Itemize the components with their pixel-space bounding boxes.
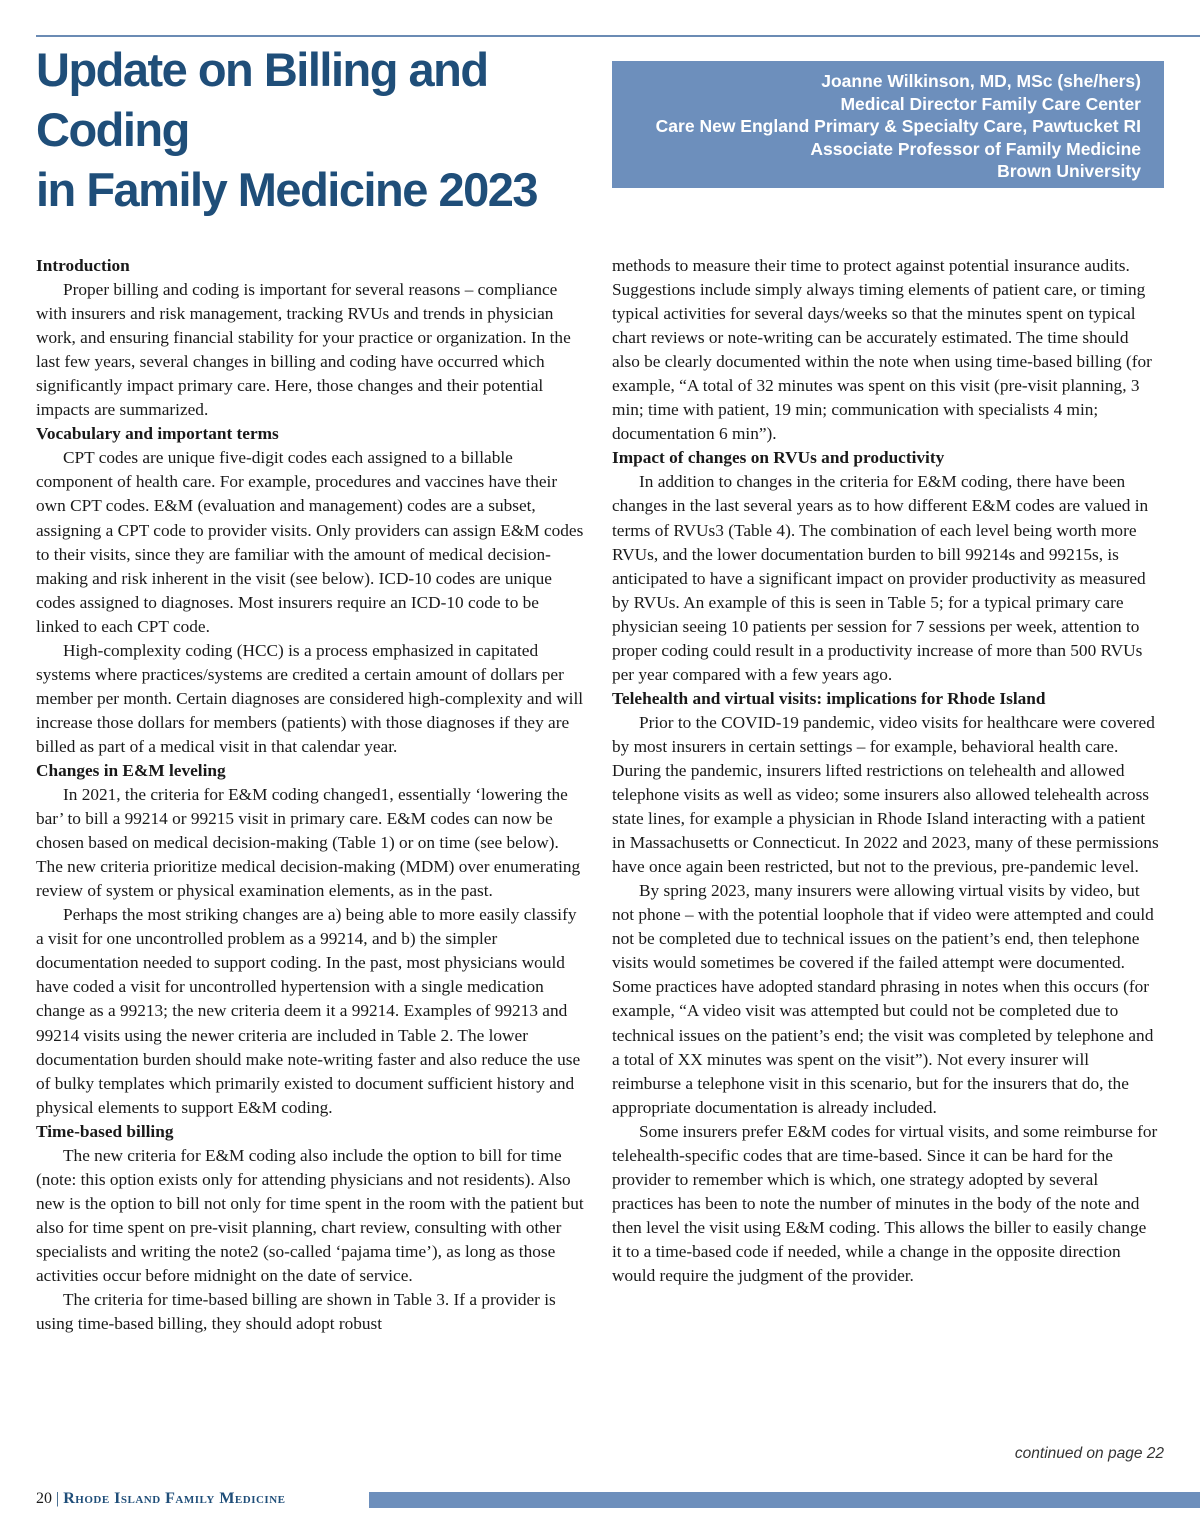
paragraph-telehealth-2023: By spring 2023, many insurers were allowing virtual visits by video, but not phone – with the potential loophole that if video were attempted and could not be completed due to technical issues on the patient’s end, then telephone visits would sometimes be covered if the failed attempt were documented. Some practices have adopted standard phrasing in notes when this occurs (for example, “A video visit was attempted but could not be completed due to technical issues on the patient’s end; the visit was completed by telephone and a total of XX minutes was spent on the visit”). Not every insurer will reimburse a telephone visit in this scenario, but for the insurers that do, the appropriate documentation is already included. bbox=[612, 881, 1154, 1117]
heading-telehealth: Telehealth and virtual visits: implications for Rhode Island bbox=[612, 688, 1046, 708]
author-name: Joanne Wilkinson, MD, MSc (she/hers) bbox=[821, 71, 1141, 91]
title-line-1: Update on Billing and Coding bbox=[36, 43, 488, 156]
footer-bar bbox=[369, 1492, 1200, 1508]
heading-em-leveling: Changes in E&M leveling bbox=[36, 760, 226, 780]
author-box bbox=[612, 61, 1164, 188]
publication-name: Rhode Island Family Medicine bbox=[63, 1490, 286, 1507]
heading-time-based-billing: Time-based billing bbox=[36, 1121, 174, 1141]
article-title bbox=[36, 40, 606, 220]
footer-separator: | bbox=[56, 1490, 60, 1507]
paragraph-time-criteria: The criteria for time-based billing are shown in Table 3. If a provider is using time-based billing, they should adopt robust bbox=[36, 1290, 556, 1334]
paragraph-introduction: Proper billing and coding is important for several reasons – compliance with insurers and risk management, tracking RVUs and trends in physician work, and ensuring financial stability for your practice or organization. In the last few years, several changes in billing and coding have occurred which significantly impact primary care. Here, those changes and their potential impacts are summarized. bbox=[36, 280, 571, 420]
paragraph-hcc: High-complexity coding (HCC) is a process emphasized in capitated systems where practices/systems are credited a certain amount of dollars per member per month. Certain diagnoses are considered high-complexity and will increase those dollars for members (patients) with those diagnoses if they are billed as part of a medical visit in that calendar year. bbox=[36, 640, 584, 756]
heading-vocabulary: Vocabulary and important terms bbox=[36, 424, 279, 444]
continued-note: continued on page 22 bbox=[1014, 1445, 1164, 1462]
paragraph-telehealth-history: Prior to the COVID-19 pandemic, video visits for healthcare were covered by most insurers in certain settings – for example, behavioral health care. During the pandemic, insurers lifted restrictions on telehealth and allowed telephone visits as well as video; some insurers also allowed telehealth across state lines, for example a physician in Rhode Island interacting with a patient in Massachusetts or Connecticut. In 2022 and 2023, many of these permissions have once again been restricted, but not to the previous, pre-pandemic level. bbox=[612, 712, 1159, 877]
paragraph-em-changes: Perhaps the most striking changes are a) being able to more easily classify a visit for one uncontrolled problem as a 99214, and b) the simpler documentation needed to support coding. In the past, most physicians would have coded a visit for uncontrolled hypertension with a single medication change as a 99213; the new criteria deem it a 99214. Examples of 99213 and 99214 visits using the newer criteria are included in Table 2. The lower documentation burden should make note-writing faster and also reduce the use of bulky templates which primarily existed to document sufficient history and physical elements to support E&M coding. bbox=[36, 905, 581, 1117]
right-column bbox=[612, 254, 1160, 1288]
paragraph-time-criteria-continued: methods to measure their time to protect against potential insurance audits. Suggestions include simply always timing elements of patient care, or timing typical activities for several days/weeks so that the minutes spent on typical chart reviews or note-writing can be accurately estimated. The time should also be clearly documented within the note when using time-based billing (for example, “A total of 32 minutes was spent on this visit (pre-visit planning, 3 min; time with patient, 19 min; communication with specialists 4 min; documentation 6 min”). bbox=[612, 256, 1152, 444]
author-university: Brown University bbox=[997, 161, 1141, 181]
left-column bbox=[36, 254, 584, 1336]
heading-rvu-impact: Impact of changes on RVUs and productivity bbox=[612, 448, 945, 468]
header-rule bbox=[36, 35, 1200, 37]
paragraph-cpt-codes: CPT codes are unique five-digit codes each assigned to a billable component of health care. For example, procedures and vaccines have their own CPT codes. E&M (evaluation and management) codes are a subset, assigning a CPT code to provider visits. Only providers can assign E&M codes to their visits, since they are familiar with the amount of medical decision-making and risk inherent in the visit (see below). ICD-10 codes are unique codes assigned to diagnoses. Most insurers require an ICD-10 code to be linked to each CPT code. bbox=[36, 448, 584, 636]
page-number: 20 bbox=[36, 1490, 52, 1507]
page-footer bbox=[36, 1490, 285, 1508]
author-organization: Care New England Primary & Specialty Care, Pawtucket RI bbox=[655, 116, 1141, 136]
author-academic-title: Associate Professor of Family Medicine bbox=[810, 138, 1141, 159]
author-role: Medical Director Family Care Center bbox=[840, 93, 1141, 114]
paragraph-em-criteria: In 2021, the criteria for E&M coding changed1, essentially ‘lowering the bar’ to bill a 99214 or 99215 visit in primary care. E&M codes can now be chosen based on medical decision-making (Table 1) or on time (see below). The new criteria prioritize medical decision-making (MDM) over enumerating review of system or physical examination elements, as in the past. bbox=[36, 785, 581, 901]
heading-introduction: Introduction bbox=[36, 256, 130, 275]
paragraph-rvu: In addition to changes in the criteria for E&M coding, there have been changes in the last several years as to how different E&M codes are valued in terms of RVUs3 (Table 4). The combination of each level being worth more RVUs, and the lower documentation burden to bill 99214s and 99215s, is anticipated to have a significant impact on provider productivity as measured by RVUs. An example of this is seen in Table 5; for a typical primary care physician seeing 10 patients per session for 7 sessions per week, attention to proper coding could result in a productivity increase of more than 500 RVUs per year compared with a few years ago. bbox=[612, 472, 1149, 684]
paragraph-telehealth-codes: Some insurers prefer E&M codes for virtual visits, and some reimburse for telehealth-specific codes that are time-based. Since it can be hard for the provider to remember which is which, one strategy adopted by several practices has been to note the number of minutes in the body of the note and then level the visit using E&M coding. This allows the biller to easily change it to a time-based code if needed, while a change in the opposite direction would require the judgment of the provider. bbox=[612, 1121, 1158, 1285]
paragraph-time-option: The new criteria for E&M coding also include the option to bill for time (note: this option exists only for attending physicians and not residents). Also new is the option to bill not only for time spent in the room with the patient but also for time spent on pre-visit planning, chart review, consulting with other specialists and writing the note2 (so-called ‘pajama time’), as long as those activities occur before midnight on the date of service. bbox=[36, 1145, 584, 1285]
title-line-2: in Family Medicine 2023 bbox=[36, 163, 537, 216]
